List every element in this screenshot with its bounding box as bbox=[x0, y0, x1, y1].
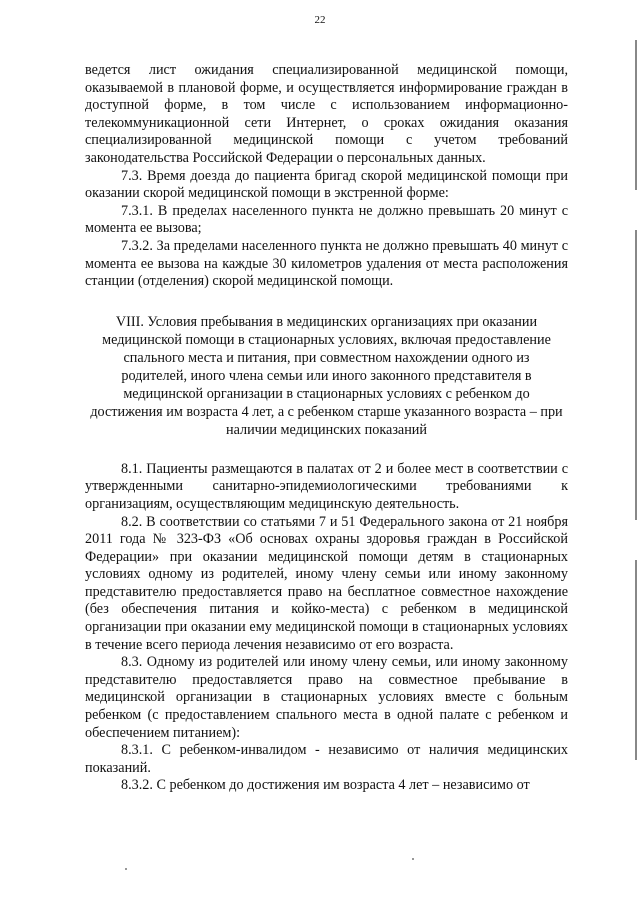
scan-edge-mark bbox=[635, 40, 637, 190]
paragraph: ведется лист ожидания специализированной медицинской помощи, оказываемой в плановой форме, и осуществляется информирование граждан в доступной форме, в том числе с использованием информационно-телекоммуникационной сети Интернет, о сроках ожидания оказания специализированной медицинской помощи с учетом требований законодательства Российской Федерации о персональных данных. bbox=[85, 62, 568, 166]
scan-speck bbox=[125, 868, 127, 870]
document-body bbox=[85, 62, 568, 795]
scan-speck bbox=[412, 858, 414, 860]
paragraph: 8.1. Пациенты размещаются в палатах от 2 и более мест в соответствии с утвержденными санитарно-эпидемиологическими требованиями к организациям, осуществляющим медицинскую деятельность. bbox=[85, 460, 568, 512]
paragraph: 8.2. В соответствии со статьями 7 и 51 Федерального закона от 21 ноября 2011 года № 323-ФЗ «Об основах охраны здоровья граждан в Российской Федерации» при оказании медицинской помощи детям в стационарных условиях одному из родителей, иному члену семьи или иному законному представителю предоставляется право на бесплатное совместное нахождение (без обеспечения питания и койко-места) с ребенком в медицинской организации при оказании ему медицинской помощи в стационарных условиях в течение всего периода лечения независимо от его возраста. bbox=[85, 513, 568, 653]
paragraph: 8.3. Одному из родителей или иному члену семьи, или иному законному представителю предоставляется право на совместное пребывание в медицинской организации в стационарных условиях вместе с больным ребенком (с предоставлением спального места в одной палате с ребенком и обеспечением питанием): bbox=[85, 654, 568, 741]
paragraph: 7.3. Время доезда до пациента бригад скорой медицинской помощи при оказании скорой медицинской помощи в экстренной форме: bbox=[85, 167, 568, 202]
page-number: 22 bbox=[314, 14, 326, 26]
paragraph: 7.3.2. За пределами населенного пункта не должно превышать 40 минут с момента ее вызова на каждые 30 километров удаления от места расположения станции (отделения) скорой медицинской помощи. bbox=[85, 237, 568, 290]
section-heading: VIII. Условия пребывания в медицинских организациях при оказании медицинской помощи в стационарных условиях, включая предоставление спального места и питания, при совместном нахождении одного из родителей, иного члена семьи или иного законного представителя в медицинской организации в стационарных условиях с ребенком до достижения им возраста 4 лет, а с ребенком старше указанного возраста – при наличии медицинских показаний bbox=[90, 313, 563, 438]
scan-edge-mark bbox=[635, 560, 637, 760]
paragraph: 7.3.1. В пределах населенного пункта не должно превышать 20 минут с момента ее вызова; bbox=[85, 202, 568, 237]
paragraph: 8.3.2. С ребенком до достижения им возраста 4 лет – независимо от bbox=[121, 777, 530, 794]
paragraph: 8.3.1. С ребенком-инвалидом - независимо от наличия медицинских показаний. bbox=[85, 742, 568, 776]
scan-edge-mark bbox=[635, 230, 637, 520]
